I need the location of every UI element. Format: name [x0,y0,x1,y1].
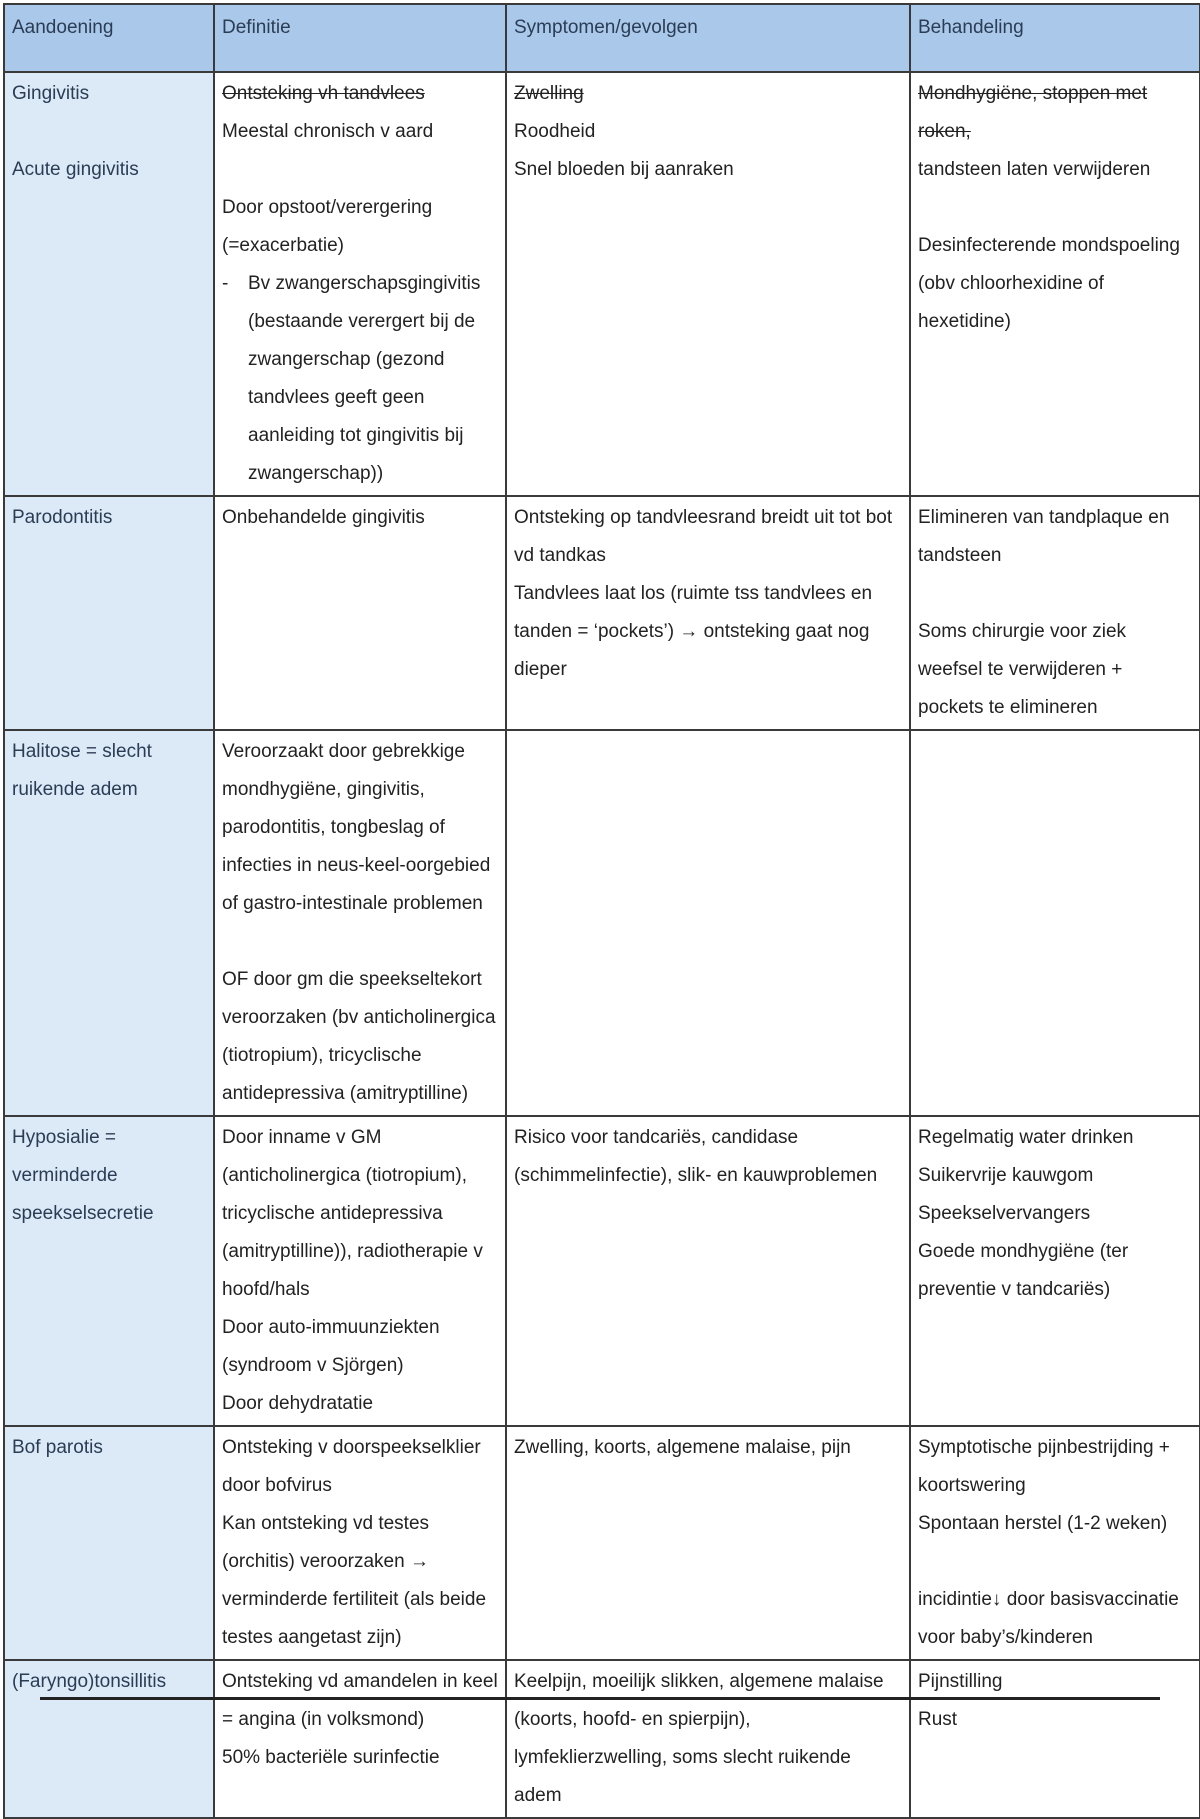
treatment-text: Elimineren van tandplaque en tandsteen [918,507,1170,566]
condition-name: Gingivitis [12,83,90,104]
table-header-row [4,4,1200,72]
treatment-text: tandsteen laten verwijderen [918,159,1151,180]
definition-cell [214,496,506,730]
treatment-cell [910,1660,1200,1818]
table-row [4,730,1200,1116]
condition-cell [4,730,214,1116]
condition-name: Bof parotis [12,1437,103,1458]
symptom-text: Keelpijn, moeilijk slikken, algemene malaise (koorts, hoofd- en spierpijn), lymfeklierzwelling, soms slecht ruikende adem [514,1671,884,1806]
table-row [4,1116,1200,1426]
symptom-text: Roodheid [514,121,596,142]
definition-cell [214,72,506,496]
symptom-text: Snel bloeden bij aanraken [514,159,734,180]
treatment-cell [910,1116,1200,1426]
treatment-text: Suikervrije kauwgom [918,1165,1094,1186]
treatment-text: Symptotische pijnbestrijding + koortswering [918,1437,1170,1496]
definition-text: 50% bacteriële surinfectie [222,1747,440,1768]
definition-cell [214,1426,506,1660]
definition-text: Ontsteking vd amandelen in keel [222,1671,498,1692]
header-aandoening: Aandoening [4,4,214,72]
treatment-text: Spontaan herstel (1-2 weken) [918,1513,1168,1534]
symptom-text: Tandvlees laat los (ruimte tss tandvlees en tanden = ‘pockets’) → ontsteking gaat nog dieper [514,583,873,680]
symptom-text: Ontsteking op tandvleesrand breidt uit tot bot vd tandkas [514,507,893,566]
definition-text: OF door gm die speekseltekort veroorzaken (bv anticholinergica (tiotropium), tricyclische antidepressiva (amitryptilline) [222,969,496,1104]
header-symptomen: Symptomen/gevolgen [506,4,910,72]
treatment-cell [910,730,1200,1116]
definition-cell [214,1116,506,1426]
treatment-text: Speekselvervangers [918,1203,1091,1224]
treatment-text: incidintie↓ door basisvaccinatie voor baby’s/kinderen [918,1589,1179,1648]
symptom-text: Zwelling [514,83,584,104]
table-row [4,496,1200,730]
treatment-text: Rust [918,1709,958,1730]
condition-cell [4,496,214,730]
condition-cell [4,1426,214,1660]
definition-text: Meestal chronisch v aard [222,121,434,142]
definition-cell [214,1660,506,1818]
definition-text: Ontsteking v doorspeekselklier door bofvirus [222,1437,481,1496]
treatment-text: Goede mondhygiëne (ter preventie v tandcariës) [918,1241,1129,1300]
treatment-text: Regelmatig water drinken [918,1127,1134,1148]
condition-name: Acute gingivitis [12,159,139,180]
treatment-text: Desinfecterende mondspoeling (obv chloorhexidine of hexetidine) [918,235,1180,332]
symptoms-cell [506,730,910,1116]
definition-text: Door inname v GM (anticholinergica (tiotropium), tricyclische antidepressiva (amitryptilline)), radiotherapie v hoofd/hals [222,1127,483,1300]
definition-bullet: - Bv zwangerschapsgingivitis (bestaande verergert bij de zwangerschap (gezond tandvlees geeft geen aanleiding tot gingivitis bij zwangerschap)) [222,265,498,493]
condition-name: (Faryngo)tonsillitis [12,1671,167,1692]
condition-name: Parodontitis [12,507,113,528]
definition-text: Door auto-immuunziekten (syndroom v Sjörgen) [222,1317,440,1376]
treatment-cell [910,72,1200,496]
definition-text: Kan ontsteking vd testes (orchitis) veroorzaken → verminderde fertiliteit (als beide testes aangetast zijn) [222,1513,487,1648]
symptom-text: Zwelling, koorts, algemene malaise, pijn [514,1437,851,1458]
symptoms-cell [506,72,910,496]
conditions-table [3,3,1200,1819]
symptoms-cell [506,1116,910,1426]
treatment-cell [910,1426,1200,1660]
definition-text: Veroorzaakt door gebrekkige mondhygiëne, gingivitis, parodontitis, tongbeslag of infecties in neus-keel-oorgebied of gastro-intestinale problemen [222,741,491,914]
treatment-cell [910,496,1200,730]
condition-cell [4,72,214,496]
symptoms-cell [506,1426,910,1660]
definition-cell [214,730,506,1116]
definition-text: Onbehandelde gingivitis [222,507,425,528]
condition-name: Halitose = slecht ruikende adem [12,741,152,800]
table-row [4,72,1200,496]
condition-name: Hyposialie = verminderde speekselsecretie [12,1127,154,1224]
symptoms-cell [506,496,910,730]
condition-cell [4,1116,214,1426]
symptoms-cell [506,1660,910,1818]
treatment-text: Soms chirurgie voor ziek weefsel te verwijderen + pockets te elimineren [918,621,1127,718]
symptom-text: Risico voor tandcariës, candidase (schimmelinfectie), slik- en kauwproblemen [514,1127,878,1186]
treatment-text: Pijnstilling [918,1671,1003,1692]
definition-text: Door opstoot/verergering (=exacerbatie) [222,197,433,256]
table-row [4,1660,1200,1818]
definition-text: Ontsteking vh tandvlees [222,83,425,104]
header-definitie: Definitie [214,4,506,72]
condition-cell [4,1660,214,1818]
definition-text: = angina (in volksmond) [222,1709,425,1730]
definition-text: Door dehydratatie [222,1393,374,1414]
table-row [4,1426,1200,1660]
header-behandeling: Behandeling [910,4,1200,72]
treatment-text: Mondhygiëne, stoppen met roken, [918,83,1148,142]
